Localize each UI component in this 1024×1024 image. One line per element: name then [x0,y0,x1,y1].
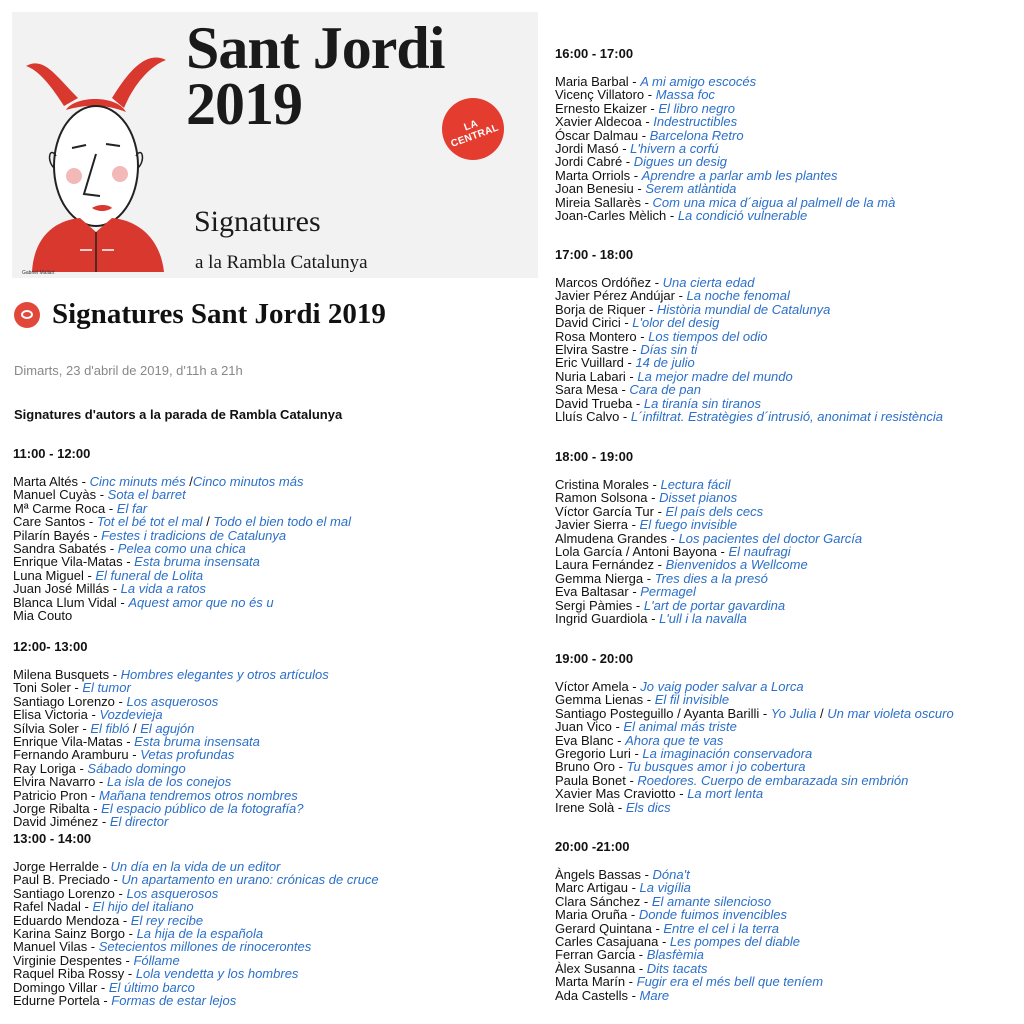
book-title-link[interactable]: Los asquerosos [126,885,219,901]
signing-entry [555,129,895,142]
book-title-link[interactable]: Lola vendetta y los hombres [135,966,299,982]
author-name: Virginie Despentes - [13,952,134,968]
book-title-link[interactable]: El animal más triste [623,719,737,735]
author-name: Sílvia Soler - [13,720,91,736]
book-title-link[interactable]: Festes i tradicions de Catalunya [101,527,287,543]
author-name: Juan Vico - [555,719,624,735]
signing-entry [13,994,379,1007]
book-title-link[interactable]: Hombres elegantes y otros artículos [120,667,329,682]
author-name: Edurne Portela - [13,993,112,1009]
book-title-link[interactable]: El último barco [108,979,195,995]
book-title-link[interactable]: El far [116,500,148,516]
author-name: Eva Baltasar - [555,584,641,600]
signing-entry [13,927,379,940]
signing-entry [555,680,954,693]
author-name: Ingrid Guardiola - [555,611,660,627]
slot-time: 19:00 - 20:00 [555,651,634,666]
signing-entry [555,801,954,814]
page-heading [14,298,386,331]
author-name: Mª Carme Roca - [13,500,117,516]
author-name: Maria Oruña - [555,907,639,923]
signing-entry [555,410,943,423]
book-title-link[interactable]: Esta bruma insensata [134,554,260,570]
author-name: Clara Sánchez - [555,893,652,909]
slot-time: 16:00 - 17:00 [555,46,634,61]
author-name: Domingo Villar - [13,979,109,995]
signing-entry [555,102,895,115]
author-name: Sara Mesa - [555,382,630,398]
banner-title-line1: Sant Jordi [186,15,445,81]
slot-time: 20:00 -21:00 [555,839,630,854]
book-title-link[interactable]: Tu busques amor i jo cobertura [626,759,806,775]
book-title-link[interactable]: Permagel [640,584,696,600]
author-name: Fernando Aramburu - [13,747,141,763]
signing-entry [555,599,862,612]
signing-entry [555,962,823,975]
signing-entry [555,276,943,289]
logo-text: LA CENTRAL [449,118,501,150]
signing-entry [555,383,943,396]
author-name: Pilarín Bayés - [13,527,102,543]
signing-entry [13,502,351,515]
signing-entry [13,569,351,582]
banner-subtitle: Signatures [194,205,321,238]
author-name: Milena Busquets - [13,667,121,682]
signing-entry [13,789,329,802]
signing-entry [555,397,943,410]
la-central-icon [14,302,40,328]
signing-entry [555,868,823,881]
book-title-link[interactable]: La condició vulnerable [677,208,808,224]
signing-entry [555,518,862,531]
author-name: Blanca Llum Vidal - [13,594,129,610]
book-title-link[interactable]: Dits tacats [646,960,708,976]
signing-entry [13,555,351,568]
author-name: Jorge Ribalta - [13,801,102,817]
title-separator: / [129,720,141,736]
signing-entry [555,572,862,585]
intro-text: Signatures d'autors a la parada de Rambla Catalunya [14,407,343,422]
author-name: Cristina Morales - [555,477,661,492]
book-title-link[interactable]: Entre el cel i la terra [663,920,779,936]
signing-entry [555,948,823,961]
signing-entry [13,873,379,886]
book-title-link[interactable]: Fugir era el més bell que teníem [636,974,824,990]
signing-entry [13,515,351,528]
author-name: Jorge Herralde - [13,859,111,874]
time-slot [13,831,379,1007]
book-title-link[interactable]: Vozdevieja [99,707,163,723]
book-title-link[interactable]: Digues un desig [633,154,727,170]
book-title-link[interactable]: L'olor del desig [632,315,720,331]
author-name: Ferran Garcia - [555,947,647,963]
signing-entry [555,707,954,720]
signing-entry [555,760,954,773]
book-title-link[interactable]: Los tiempos del odio [648,328,768,344]
book-title-link[interactable]: Jo vaig poder salvar a Lorca [640,679,804,694]
signing-entry [13,748,329,761]
author-name: Marta Altés - [13,474,90,489]
author-name: David Trueba - [555,395,644,411]
author-name: Karina Sainz Borgo - [13,926,137,942]
signing-entry [13,668,329,681]
book-title-link[interactable]: El hijo del italiano [92,899,194,915]
signing-entry [555,881,823,894]
author-name: Marc Artigau - [555,880,640,896]
book-title-link[interactable]: Massa foc [655,87,715,103]
time-slot [555,449,862,625]
book-title-link[interactable]: El rey recibe [130,912,204,928]
author-name: Rafel Nadal - [13,899,93,915]
author-name: Care Santos - [13,514,97,530]
book-title-link[interactable]: Formas de estar lejos [111,993,237,1009]
slot-time: 13:00 - 14:00 [13,831,92,846]
signing-entry [13,695,329,708]
author-name: Paula Bonet - [555,772,638,788]
book-title-link[interactable]: La imaginación conservadora [642,746,813,762]
author-name: Ada Castells - [555,987,640,1003]
book-title-link[interactable]: El naufragi [728,544,791,560]
signing-entry [13,529,351,542]
author-name: Javier Pérez Andújar - [555,288,687,304]
book-title-link[interactable]: Roedores. Cuerpo de embarazada sin embrión [637,772,909,788]
signing-entry [13,722,329,735]
author-name: Vicenç Villatoro - [555,87,656,103]
signing-entry [555,787,954,800]
author-name: Elvira Sastre - [555,342,641,358]
book-title-link[interactable]: L'ull i la navalla [659,611,747,627]
signing-entry [13,735,329,748]
signing-entry [555,734,954,747]
book-title-link[interactable]: Todo el bien todo el mal [213,514,351,530]
book-title-link[interactable]: Història mundial de Catalunya [656,301,831,317]
author-name: Marta Orriols - [555,167,642,183]
signing-entry [555,989,823,1002]
book-title-link[interactable]: La mort lenta [687,786,764,802]
author-name: Raquel Riba Rossy - [13,966,136,982]
author-name: Luna Miguel - [13,567,96,583]
author-name: Xavier Aldecoa - [555,114,654,130]
book-title-link[interactable]: Los pacientes del doctor García [678,530,863,546]
signing-entry [555,155,895,168]
book-title-link[interactable]: Cara de pan [629,382,701,398]
book-title-link[interactable]: Setecientos millones de rinocerontes [98,939,312,955]
signing-entry [555,209,895,222]
author-name: Maria Barbal - [555,74,641,89]
author-name: Eric Vuillard - [555,355,636,371]
author-name: Juan José Millás - [13,581,121,597]
author-name: Laura Fernández - [555,557,666,573]
signing-entry [555,975,823,988]
signing-entry [555,142,895,155]
time-slot [13,446,351,622]
signing-entry [555,558,862,571]
book-title-link[interactable]: La hija de la española [136,926,264,942]
signing-entry [13,488,351,501]
signing-entry [555,356,943,369]
book-title-link[interactable]: Dóna't [652,867,690,882]
book-title-link[interactable]: L´infiltrat. Estratègies d´intrusió, anonimat i resistència [630,409,944,425]
author-name: Gerard Quintana - [555,920,664,936]
author-name: Óscar Dalmau - [555,127,650,143]
book-title-link[interactable]: Ahora que te vas [625,732,724,748]
illustration-credit: Gabriel Mallart [22,270,55,276]
book-title-link[interactable]: Indestructibles [653,114,738,130]
time-slot [555,247,943,423]
book-title-link[interactable]: El espacio público de la fotografía? [101,801,304,817]
book-title-link[interactable]: Blasfèmia [646,947,704,963]
book-title-link[interactable]: Tres dies a la presó [654,570,768,586]
signing-entry [13,887,379,900]
author-name: Víctor García Tur - [555,503,666,519]
author-name: Lola García / Antoni Bayona - [555,544,729,560]
author-name: Àngels Bassas - [555,867,653,882]
book-title-link[interactable]: Una cierta edad [662,275,755,290]
book-title-link[interactable]: Tot el bé tot el mal [96,514,207,530]
book-title-link[interactable]: La vida a ratos [120,581,206,597]
signing-entry [555,612,862,625]
book-title-link[interactable]: L'art de portar gavardina [643,597,786,613]
book-title-link[interactable]: El amante silencioso [651,893,772,909]
book-title-link[interactable]: Fóllame [133,952,180,968]
author-name: Manuel Vilas - [13,939,99,955]
signing-entry [555,182,895,195]
signing-entry [13,914,379,927]
banner-subtitle-location: a la Rambla Catalunya [195,252,368,273]
book-title-link[interactable]: Aquest amor que no és u [128,594,274,610]
book-title-link[interactable]: La tiranía sin tiranos [643,395,761,411]
author-name: Mia Couto [13,608,73,624]
author-name: Mireia Sallarès - [555,194,653,210]
book-title-link[interactable]: Lectura fácil [660,477,731,492]
author-name: Víctor Amela - [555,679,641,694]
author-name: Toni Soler - [13,680,83,696]
author-name: Sergi Pàmies - [555,597,644,613]
author-name: Eduardo Mendoza - [13,912,131,928]
book-title-link[interactable]: Un mar violeta oscuro [827,705,954,721]
signing-entry [555,922,823,935]
book-title-link[interactable]: La vigília [639,880,691,896]
book-title-link[interactable]: Donde fuimos invencibles [638,907,787,923]
author-name: Gregorio Luri - [555,746,643,762]
book-title-link[interactable]: Mañana tendremos otros nombres [98,787,298,803]
signing-entry [13,900,379,913]
book-title-link[interactable]: Aprendre a parlar amb les plantes [641,167,838,183]
signing-entry [13,681,329,694]
signing-entry [13,582,351,595]
book-title-link[interactable]: L'hivern a corfú [630,141,719,157]
signing-entry [555,747,954,760]
author-name: Sandra Sabatés - [13,541,118,557]
signing-entry [555,75,895,88]
author-name: Santiago Lorenzo - [13,693,127,709]
signing-entry [555,316,943,329]
author-name: Paul B. Preciado - [13,872,122,888]
signing-entry [555,935,823,948]
signing-entry [555,169,895,182]
book-title-link[interactable]: Días sin ti [640,342,698,358]
slot-time: 17:00 - 18:00 [555,247,634,262]
title-separator: / [816,705,828,721]
author-name: Santiago Posteguillo / Ayanta Barilli - [555,705,771,721]
book-title-link[interactable]: La mejor madre del mundo [637,368,793,384]
signing-entry [555,115,895,128]
signing-entry [555,693,954,706]
page-title: Signatures Sant Jordi 2019 [52,298,386,330]
book-title-link[interactable]: El tumor [82,680,131,696]
signing-entry [555,532,862,545]
book-title-link[interactable]: Los asquerosos [126,693,219,709]
author-name: Almudena Grandes - [555,530,679,546]
author-name: Patricio Pron - [13,787,99,803]
book-title-link[interactable]: Cinc minuts més [89,474,190,489]
book-title-link[interactable]: El libro negro [658,100,735,116]
signing-entry [13,967,379,980]
author-name: Bruno Oro - [555,759,627,775]
signing-entry [555,289,943,302]
slot-time: 18:00 - 19:00 [555,449,634,464]
author-name: Lluís Calvo - [555,409,631,425]
signing-entry [13,542,351,555]
book-title-link[interactable]: 14 de julio [635,355,695,371]
title-separator: / [189,474,193,489]
book-title-link[interactable]: Un día en la vida de un editor [110,859,281,874]
book-title-link[interactable]: La isla de los conejos [106,774,232,790]
author-name: Ernesto Ekaizer - [555,100,659,116]
author-name: Borja de Riquer - [555,301,657,317]
book-title-link[interactable]: El fil invisible [654,692,730,708]
book-title-link[interactable]: El fuego invisible [639,517,738,533]
author-name: Elisa Victoria - [13,707,100,723]
signing-entry [555,774,954,787]
book-title-link[interactable]: Vetas profundas [140,747,235,763]
signing-entry [555,330,943,343]
book-title-link[interactable]: Sábado domingo [87,760,186,776]
signing-entry [555,908,823,921]
signing-entry [555,545,862,558]
signing-entry [555,895,823,908]
slot-time: 11:00 - 12:00 [13,446,91,461]
book-title-link[interactable]: Sota el barret [107,487,186,503]
la-central-logo [442,98,504,160]
signing-entry [13,940,379,953]
signing-entry [13,762,329,775]
book-title-link[interactable]: Un apartamento en urano: crónicas de cruce [121,872,379,888]
author-name: Ramon Solsona - [555,490,660,506]
signing-entry [555,303,943,316]
signing-entry [555,505,862,518]
author-name: Marta Marín - [555,974,637,990]
signing-entry [13,954,379,967]
author-name: Àlex Susanna - [555,960,647,976]
author-name: David Jiménez - [13,814,110,830]
author-name: Irene Solà - [555,799,626,815]
signing-entry [555,343,943,356]
title-separator: / [206,514,214,530]
author-name: Xavier Mas Craviotto - [555,786,688,802]
author-name: Jordi Cabré - [555,154,634,170]
book-title-link[interactable]: Yo Julia [770,705,817,721]
signing-entry [555,370,943,383]
book-title-link[interactable]: Cinco minutos más [192,474,304,489]
signing-entry [555,88,895,101]
signing-entry [13,981,379,994]
signing-entry [13,775,329,788]
book-title-link[interactable]: Pelea como una chica [117,541,246,557]
signing-entry [13,708,329,721]
author-name: Javier Sierra - [555,517,640,533]
signing-entry [13,596,351,609]
author-name: Nuria Labari - [555,368,638,384]
banner-title [186,15,445,137]
author-name: Elvira Navarro - [13,774,107,790]
banner-title-line2: 2019 [186,71,302,137]
signing-entry [555,491,862,504]
book-title-link[interactable]: Esta bruma insensata [134,734,260,750]
signing-entry [555,478,862,491]
slot-time: 12:00- 13:00 [13,639,88,654]
sant-jordi-illustration [16,36,186,272]
time-slot [555,839,823,1002]
signing-entry [13,815,329,828]
book-title-link[interactable]: Com una mica d´aigua al palmell de la mà [652,194,896,210]
book-title-link[interactable]: El país dels cecs [665,503,764,519]
time-slot [555,46,895,222]
author-name: Manuel Cuyàs - [13,487,108,503]
author-name: David Cirici - [555,315,633,331]
author-name: Ray Loriga - [13,760,88,776]
book-title-link[interactable]: El funeral de Lolita [95,567,204,583]
book-title-link[interactable]: El fibló [90,720,130,736]
author-name: Gemma Lienas - [555,692,655,708]
book-title-link[interactable]: El director [109,814,169,830]
author-name: Jordi Masó - [555,141,631,157]
author-name: Joan-Carles Mèlich - [555,208,678,224]
author-name: Marcos Ordóñez - [555,275,663,290]
signing-entry [555,585,862,598]
author-name: Eva Blanc - [555,732,626,748]
book-title-link[interactable]: A mi amigo escocés [640,74,757,89]
book-title-link[interactable]: El agujón [140,720,195,736]
author-name: Carles Casajuana - [555,934,670,950]
book-title-link[interactable]: Barcelona Retro [649,127,744,143]
signing-entry [13,609,351,622]
signing-entry [555,720,954,733]
author-name: Santiago Lorenzo - [13,885,127,901]
time-slot [555,651,954,814]
book-title-link[interactable]: Mare [639,987,670,1003]
signing-entry [13,860,379,873]
event-date: Dimarts, 23 d'abril de 2019, d'11h a 21h [14,363,243,378]
signing-entry [555,196,895,209]
author-name: Enrique Vila-Matas - [13,734,135,750]
book-title-link[interactable]: La noche fenomal [686,288,790,304]
book-title-link[interactable]: Serem atlàntida [645,181,737,197]
author-name: Enrique Vila-Matas - [13,554,135,570]
book-title-link[interactable]: Disset pianos [659,490,738,506]
book-title-link[interactable]: Bienvenidos a Wellcome [665,557,808,573]
signing-entry [13,475,351,488]
author-name: Joan Benesiu - [555,181,646,197]
book-title-link[interactable]: Els dics [625,799,671,815]
time-slot [13,639,329,829]
author-name: Rosa Montero - [555,328,649,344]
signing-entry [13,802,329,815]
book-title-link[interactable]: Les pompes del diable [669,934,800,950]
author-name: Gemma Nierga - [555,570,655,586]
header-banner [12,12,538,278]
